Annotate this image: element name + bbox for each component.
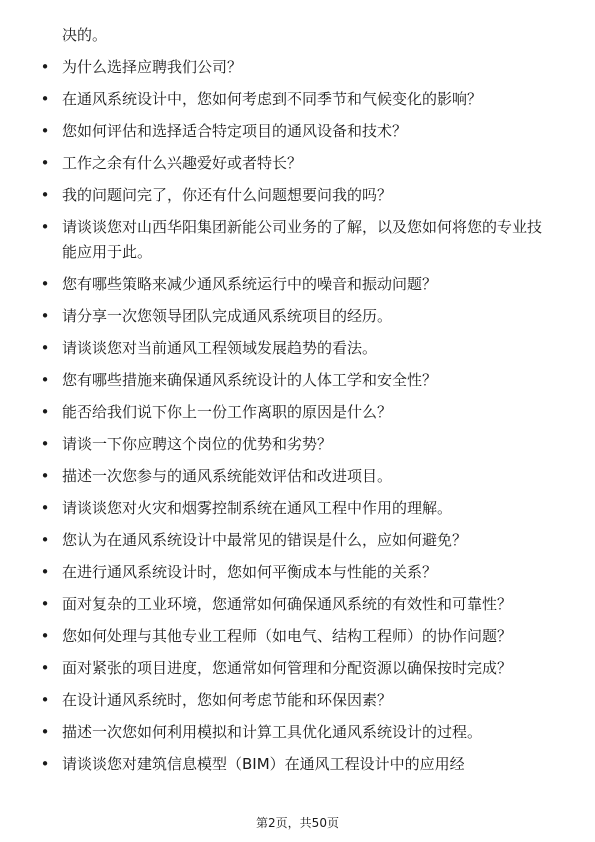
list-item (40, 87, 552, 112)
list-item (40, 624, 552, 649)
question-text: 您有哪些策略来减少通风系统运行中的噪音和振动问题？ (62, 275, 438, 293)
bullet-icon: • (40, 307, 50, 325)
list-item (40, 151, 552, 176)
question-text: 描述一次您参与的通风系统能效评估和改进项目。 (62, 467, 393, 485)
bullet-icon: • (40, 627, 50, 645)
continued-text: 决的。 (62, 26, 108, 44)
bullet-icon: • (40, 595, 50, 613)
list-item (40, 304, 552, 329)
bullet-icon: • (40, 563, 50, 581)
list-item (40, 720, 552, 745)
bullet-icon: • (40, 723, 50, 741)
bullet-icon: • (40, 659, 50, 677)
list-item (40, 183, 552, 208)
list-item (40, 560, 552, 585)
list-item (40, 656, 552, 681)
page-number: 第2页，共50页 (256, 816, 339, 830)
bullet-icon: • (40, 691, 50, 709)
question-text: 在进行通风系统设计时，您如何平衡成本与性能的关系？ (62, 563, 438, 581)
bullet-icon: • (40, 90, 50, 108)
question-text: 面对紧张的项目进度，您通常如何管理和分配资源以确保按时完成？ (62, 659, 513, 677)
page-content (40, 22, 552, 777)
bullet-icon: • (40, 186, 50, 204)
list-item (40, 272, 552, 297)
bullet-icon: • (40, 339, 50, 357)
question-text: 我的问题问完了，你还有什么问题想要问我的吗？ (62, 186, 393, 204)
question-text: 请谈谈您对建筑信息模型（BIM）在通风工程设计中的应用经 (62, 755, 465, 773)
bullet-icon: • (40, 218, 50, 236)
question-text: 请谈谈您对火灾和烟雾控制系统在通风工程中作用的理解。 (62, 499, 453, 517)
question-text: 为什么选择应聘我们公司？ (62, 58, 243, 76)
list-item (40, 464, 552, 489)
question-text: 工作之余有什么兴趣爱好或者特长？ (62, 154, 303, 172)
question-text: 请谈一下你应聘这个岗位的优势和劣势？ (62, 435, 333, 453)
question-text: 在设计通风系统时，您如何考虑节能和环保因素？ (62, 691, 393, 709)
list-item (40, 368, 552, 393)
question-list (40, 55, 552, 777)
list-item (40, 215, 552, 265)
question-text: 您有哪些措施来确保通风系统设计的人体工学和安全性？ (62, 371, 438, 389)
list-item (40, 752, 552, 777)
bullet-icon: • (40, 58, 50, 76)
bullet-icon: • (40, 371, 50, 389)
bullet-icon: • (40, 435, 50, 453)
list-item (40, 496, 552, 521)
question-text: 请谈谈您对山西华阳集团新能公司业务的了解，以及您如何将您的专业技能应用于此。 (62, 218, 543, 261)
question-text: 您如何评估和选择适合特定项目的通风设备和技术？ (62, 122, 408, 140)
list-item (40, 119, 552, 144)
question-text: 请谈谈您对当前通风工程领域发展趋势的看法。 (62, 339, 378, 357)
list-item (40, 528, 552, 553)
bullet-icon: • (40, 531, 50, 549)
bullet-icon: • (40, 403, 50, 421)
question-text: 能否给我们说下你上一份工作离职的原因是什么？ (62, 403, 393, 421)
bullet-icon: • (40, 467, 50, 485)
list-item (40, 592, 552, 617)
list-item (40, 336, 552, 361)
list-item (40, 688, 552, 713)
bullet-icon: • (40, 154, 50, 172)
list-item (40, 432, 552, 457)
list-item (40, 55, 552, 80)
question-text: 在通风系统设计中，您如何考虑到不同季节和气候变化的影响？ (62, 90, 483, 108)
question-text: 您认为在通风系统设计中最常见的错误是什么，应如何避免？ (62, 531, 468, 549)
bullet-icon: • (40, 499, 50, 517)
bullet-icon: • (40, 755, 50, 773)
question-text: 您如何处理与其他专业工程师（如电气、结构工程师）的协作问题？ (62, 627, 513, 645)
question-text: 描述一次您如何利用模拟和计算工具优化通风系统设计的过程。 (62, 723, 483, 741)
bullet-icon: • (40, 122, 50, 140)
bullet-icon: • (40, 275, 50, 293)
question-text: 请分享一次您领导团队完成通风系统项目的经历。 (62, 307, 393, 325)
list-item (40, 400, 552, 425)
question-text: 面对复杂的工业环境，您通常如何确保通风系统的有效性和可靠性？ (62, 595, 513, 613)
